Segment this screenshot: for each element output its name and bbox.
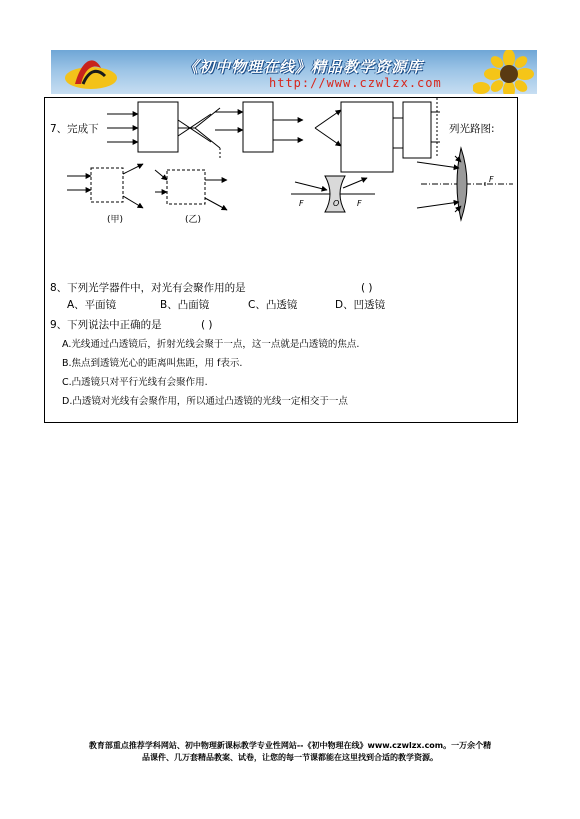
diagram-2-box bbox=[215, 102, 303, 152]
diagram-3-box bbox=[315, 98, 440, 172]
label-focus-left: F bbox=[299, 199, 304, 208]
q7-diagrams bbox=[45, 98, 517, 248]
banner-title: 《初中物理在线》精品教学资源库 bbox=[183, 58, 424, 76]
footer-line-1: 教育部重点推荐学科网站、初中物理新课标教学专业性网站--《初中物理在线》www.czwlzx.com。一万余个精 bbox=[88, 741, 492, 750]
q8-bracket: ( ) bbox=[361, 282, 373, 294]
q9-option-c: C.凸透镜只对平行光线有会聚作用. bbox=[62, 377, 208, 388]
q8-stem: 8、下列光学器件中，对光有会聚作用的是 bbox=[50, 282, 246, 294]
label-focus-right: F bbox=[357, 199, 362, 208]
q8-option-d: D、凹透镜 bbox=[335, 299, 386, 311]
diagram-jia-box bbox=[67, 164, 143, 208]
q8-option-c: C、凸透镜 bbox=[248, 299, 298, 311]
convex-lens-diagram bbox=[417, 148, 513, 220]
q9-option-b: B.焦点到透镜光心的距离叫焦距，用 f表示. bbox=[62, 358, 243, 369]
site-logo-icon bbox=[61, 54, 121, 92]
footer-line-2: 品课件、几万套精品教案、试卷，让您的每一节课都能在这里找到合适的教学资源。 bbox=[142, 753, 438, 762]
q7-suffix: 列光路图: bbox=[449, 123, 495, 135]
label-yi: (乙) bbox=[185, 215, 202, 225]
q9-option-d: D.凸透镜对光线有会聚作用，所以通过凸透镜的光线一定相交于一点 bbox=[62, 396, 348, 407]
q7-prefix: 7、完成下 bbox=[50, 123, 99, 135]
site-banner bbox=[51, 50, 537, 94]
diagram-yi-box bbox=[155, 170, 227, 210]
q8-option-b: B、凸面镜 bbox=[160, 299, 210, 311]
label-focus-single: F bbox=[489, 175, 494, 184]
page-footer bbox=[44, 740, 536, 764]
label-jia: (甲) bbox=[107, 215, 124, 225]
banner-url[interactable]: http://www.czwlzx.com bbox=[269, 76, 442, 90]
label-center: O bbox=[333, 199, 340, 208]
q9-stem: 9、下列说法中正确的是 bbox=[50, 319, 162, 331]
q8-option-a: A、平面镜 bbox=[67, 299, 117, 311]
diagram-1-box bbox=[107, 102, 220, 158]
q9-bracket: ( ) bbox=[201, 319, 213, 331]
q9-option-a: A.光线通过凸透镜后，折射光线会聚于一点，这一点就是凸透镜的焦点. bbox=[62, 339, 360, 350]
question-box bbox=[44, 97, 518, 423]
sunflower-icon bbox=[473, 50, 537, 94]
